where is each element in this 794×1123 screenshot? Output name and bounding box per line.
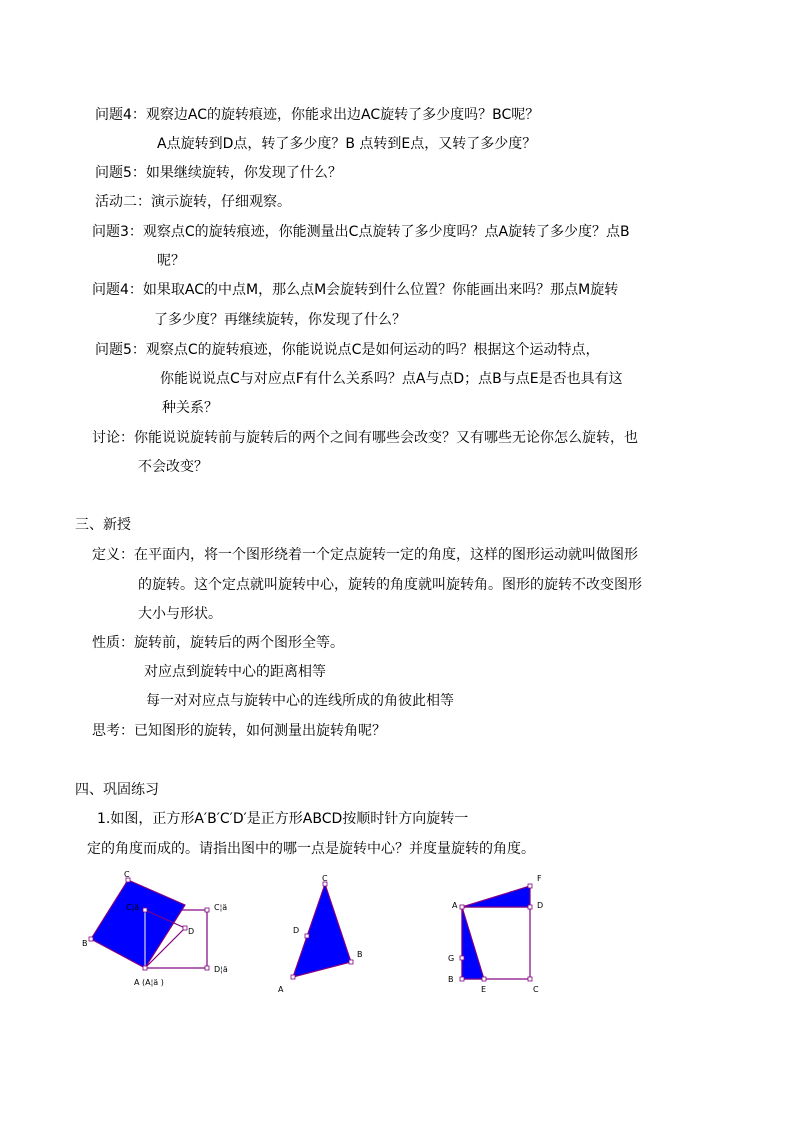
question-4b-line2: 了多少度？再继续旋转，你发现了什么？ xyxy=(154,312,406,328)
label-d: D xyxy=(188,927,195,936)
figure-3-rotated-triangles xyxy=(440,868,555,993)
label-c: C xyxy=(322,874,328,883)
exercise-1-line1: 1.如图，正方形A′B′C′D′是正方形ABCD按顺时针方向旋转一 xyxy=(97,811,469,827)
question-4b-line1: 问题4：如果取AC的中点M，那么点M会旋转到什么位置？你能画出来吗？那点M旋转 xyxy=(92,282,619,298)
label-f: F xyxy=(537,874,542,883)
question-5b-line1: 问题5：观察点C的旋转痕迹，你能说说点C是如何运动的吗？根据这个运动特点， xyxy=(95,342,600,358)
label-a: A xyxy=(278,985,284,994)
label-g: G xyxy=(448,954,455,963)
label-e: E xyxy=(481,985,487,993)
question-3-line1: 问题3：观察点C的旋转痕迹，你能测量出C点旋转了多少度吗？点A旋转了多少度？点B xyxy=(92,224,630,240)
label-a: A xyxy=(452,901,458,910)
label-d: D xyxy=(293,926,300,935)
label-d-prime: D¦ä xyxy=(214,965,228,974)
triangle-left xyxy=(462,907,484,979)
figure-2-triangle xyxy=(270,870,375,995)
question-4-sub: A点旋转到D点，转了多少度？B 点转到E点，又转了多少度？ xyxy=(157,136,537,152)
discussion-line2: 不会改变？ xyxy=(138,459,208,475)
rotated-triangle xyxy=(293,884,351,977)
discussion-line1: 讨论：你能说说旋转前与旋转后的两个之间有哪些会改变？又有哪些无论你怎么旋转，也 xyxy=(92,430,638,446)
label-c-prime: C¦ä xyxy=(214,903,228,912)
section-3-heading: 三、新授 xyxy=(75,517,131,533)
figure-1-rotated-squares xyxy=(80,868,230,993)
definition-line1: 定义：在平面内，将一个图形绕着一个定点旋转一定的角度，这样的图形运动就叫做图形 xyxy=(92,547,638,563)
question-5b-line2: 你能说说点C与对应点F有什么关系吗？点A与点D；点B与点E是否也具有这 xyxy=(160,371,623,387)
label-c-hidden: C¦ä xyxy=(126,903,140,912)
property-line1: 性质：旋转前，旋转后的两个图形全等。 xyxy=(92,635,344,651)
label-b: B xyxy=(82,939,88,948)
label-a: A (A¦ä ) xyxy=(134,978,164,987)
question-3-line2: 呢？ xyxy=(157,253,185,269)
question-4: 问题4：观察边AC的旋转痕迹，你能求出边AC旋转了多少度吗？BC呢？ xyxy=(95,107,540,123)
think-question: 思考：已知图形的旋转，如何测量出旋转角呢？ xyxy=(92,723,386,739)
label-c: C xyxy=(124,870,130,879)
triangle-top xyxy=(462,886,530,907)
activity-2: 活动二：演示旋转，仔细观察。 xyxy=(95,194,291,210)
property-line3: 每一对对应点与旋转中心的连线所成的角彼此相等 xyxy=(146,693,454,709)
question-5b-line3: 种关系？ xyxy=(162,400,218,416)
label-c: C xyxy=(533,985,539,993)
question-5: 问题5：如果继续旋转，你发现了什么？ xyxy=(95,165,342,181)
label-b: B xyxy=(357,950,363,959)
property-line2: 对应点到旋转中心的距离相等 xyxy=(144,664,326,680)
definition-line2: 的旋转。这个定点就叫旋转中心，旋转的角度就叫旋转角。图形的旋转不改变图形 xyxy=(138,577,642,593)
exercise-1-line2: 定的角度而成的。请指出图中的哪一点是旋转中心？并度量旋转的角度。 xyxy=(87,841,535,857)
section-4-heading: 四、巩固练习 xyxy=(75,782,159,798)
label-d: D xyxy=(537,901,544,910)
definition-line3: 大小与形状。 xyxy=(138,606,222,622)
label-b: B xyxy=(448,975,454,984)
rotated-square xyxy=(91,880,185,968)
